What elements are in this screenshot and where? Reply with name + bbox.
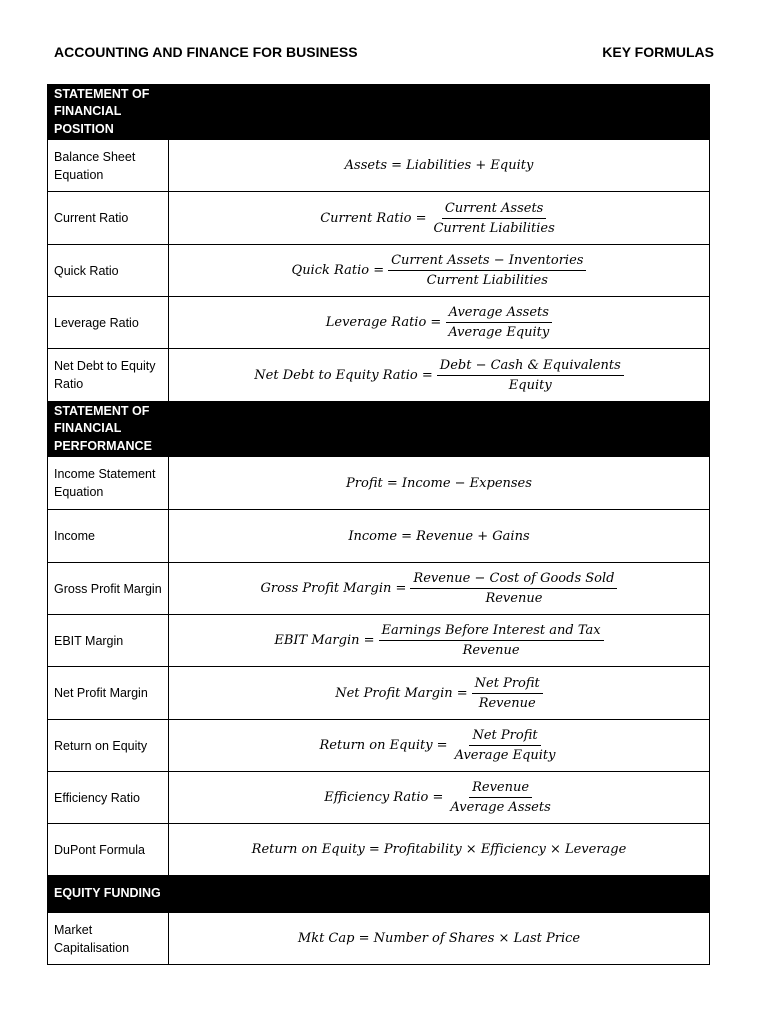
fraction-formula [261,571,618,606]
formula-label: Efficiency Ratio [48,772,169,824]
formula-cell [169,772,710,824]
formula-label: DuPont Formula [48,824,169,876]
formula-lhs: Current Ratio = [320,210,427,226]
numerator: Average Assets [446,305,552,323]
document-subtitle: KEY FORMULAS [602,44,714,60]
formula-lhs: Net Profit Margin = [335,685,468,701]
table-row [48,824,710,876]
fraction [447,780,553,815]
table-row [48,772,710,824]
table-row [48,563,710,615]
fraction-formula [324,780,554,815]
formula-label: Net Debt to Equity Ratio [48,349,169,402]
denominator: Current Liabilities [426,273,548,288]
fraction [472,676,543,711]
formula-label: Balance Sheet Equation [48,140,169,192]
numerator: Revenue − Cost of Goods Sold [410,571,617,589]
fraction [430,201,557,236]
formula-label: Income [48,510,169,563]
table-row [48,720,710,772]
denominator: Equity [508,377,552,393]
formula-label: Net Profit Margin [48,667,169,720]
fraction [437,358,624,393]
denominator: Average Equity [448,325,550,340]
numerator: Revenue [469,780,532,798]
formula-cell [169,297,710,349]
table-row [48,245,710,297]
formula-lhs: Return on Equity = [319,738,448,753]
numerator: Current Assets [442,201,547,219]
numerator: Net Profit [469,728,540,746]
formula-cell [169,563,710,615]
formula-label: Gross Profit Margin [48,563,169,615]
page-header [54,44,714,64]
fraction [452,728,559,763]
fraction-formula [320,201,558,236]
table-row [48,192,710,245]
numerator: Earnings Before Interest and Tax [379,623,604,641]
fraction-formula [274,623,603,658]
formula-label: Current Ratio [48,192,169,245]
formula-expression: Profit = Income − Expenses [169,457,710,510]
denominator: Revenue [462,643,520,658]
fraction-formula [292,253,587,288]
formula-expression: Assets = Liabilities + Equity [169,140,710,192]
numerator: Debt − Cash & Equivalents [437,358,624,376]
section-header-row [48,876,710,913]
formula-label: Quick Ratio [48,245,169,297]
formula-label: Market Capitalisation [48,913,169,965]
formula-cell [169,720,710,772]
fraction-formula [326,305,552,340]
formula-cell [169,192,710,245]
table-row [48,140,710,192]
formula-cell [169,245,710,297]
numerator: Current Assets − Inventories [388,253,586,271]
formula-expression: Income = Revenue + Gains [169,510,710,563]
fraction-formula [320,728,559,763]
table-row [48,667,710,720]
formula-label: Income Statement Equation [48,457,169,510]
formula-lhs: Leverage Ratio = [325,315,442,330]
formula-lhs: Net Debt to Equity Ratio = [254,367,433,383]
formula-expression: Mkt Cap = Number of Shares × Last Price [169,913,710,965]
formula-label: Return on Equity [48,720,169,772]
formula-lhs: EBIT Margin = [274,633,375,648]
table-row [48,510,710,563]
fraction-formula [335,676,543,711]
fraction [445,305,552,340]
formula-lhs: Gross Profit Margin = [260,581,407,596]
formulas-table [47,84,710,965]
denominator: Average Assets [450,800,551,815]
fraction [410,571,617,606]
fraction [388,253,586,288]
section-title: EQUITY FUNDING [48,876,169,913]
fraction [379,623,604,658]
denominator: Current Liabilities [433,220,555,236]
formula-expression: Return on Equity = Profitability × Efficiency × Leverage [169,824,710,876]
section-title: STATEMENT OF FINANCIAL POSITION [48,85,169,140]
document-title: ACCOUNTING AND FINANCE FOR BUSINESS [54,44,358,60]
denominator: Revenue [485,591,543,606]
formula-lhs: Quick Ratio = [291,263,385,278]
table-row [48,457,710,510]
table-row [48,615,710,667]
section-header-row [48,402,710,457]
formula-label: EBIT Margin [48,615,169,667]
denominator: Revenue [478,695,536,711]
formula-cell [169,349,710,402]
section-header-fill [169,876,710,913]
section-header-fill [169,402,710,457]
section-header-fill [169,85,710,140]
formula-lhs: Efficiency Ratio = [324,790,444,805]
section-title: STATEMENT OF FINANCIAL PERFORMANCE [48,402,169,457]
table-row [48,913,710,965]
formula-label: Leverage Ratio [48,297,169,349]
denominator: Average Equity [454,748,556,763]
numerator: Net Profit [472,676,543,694]
formula-cell [169,615,710,667]
table-row [48,349,710,402]
formula-cell [169,667,710,720]
fraction-formula [254,358,623,393]
table-row [48,297,710,349]
section-header-row [48,85,710,140]
